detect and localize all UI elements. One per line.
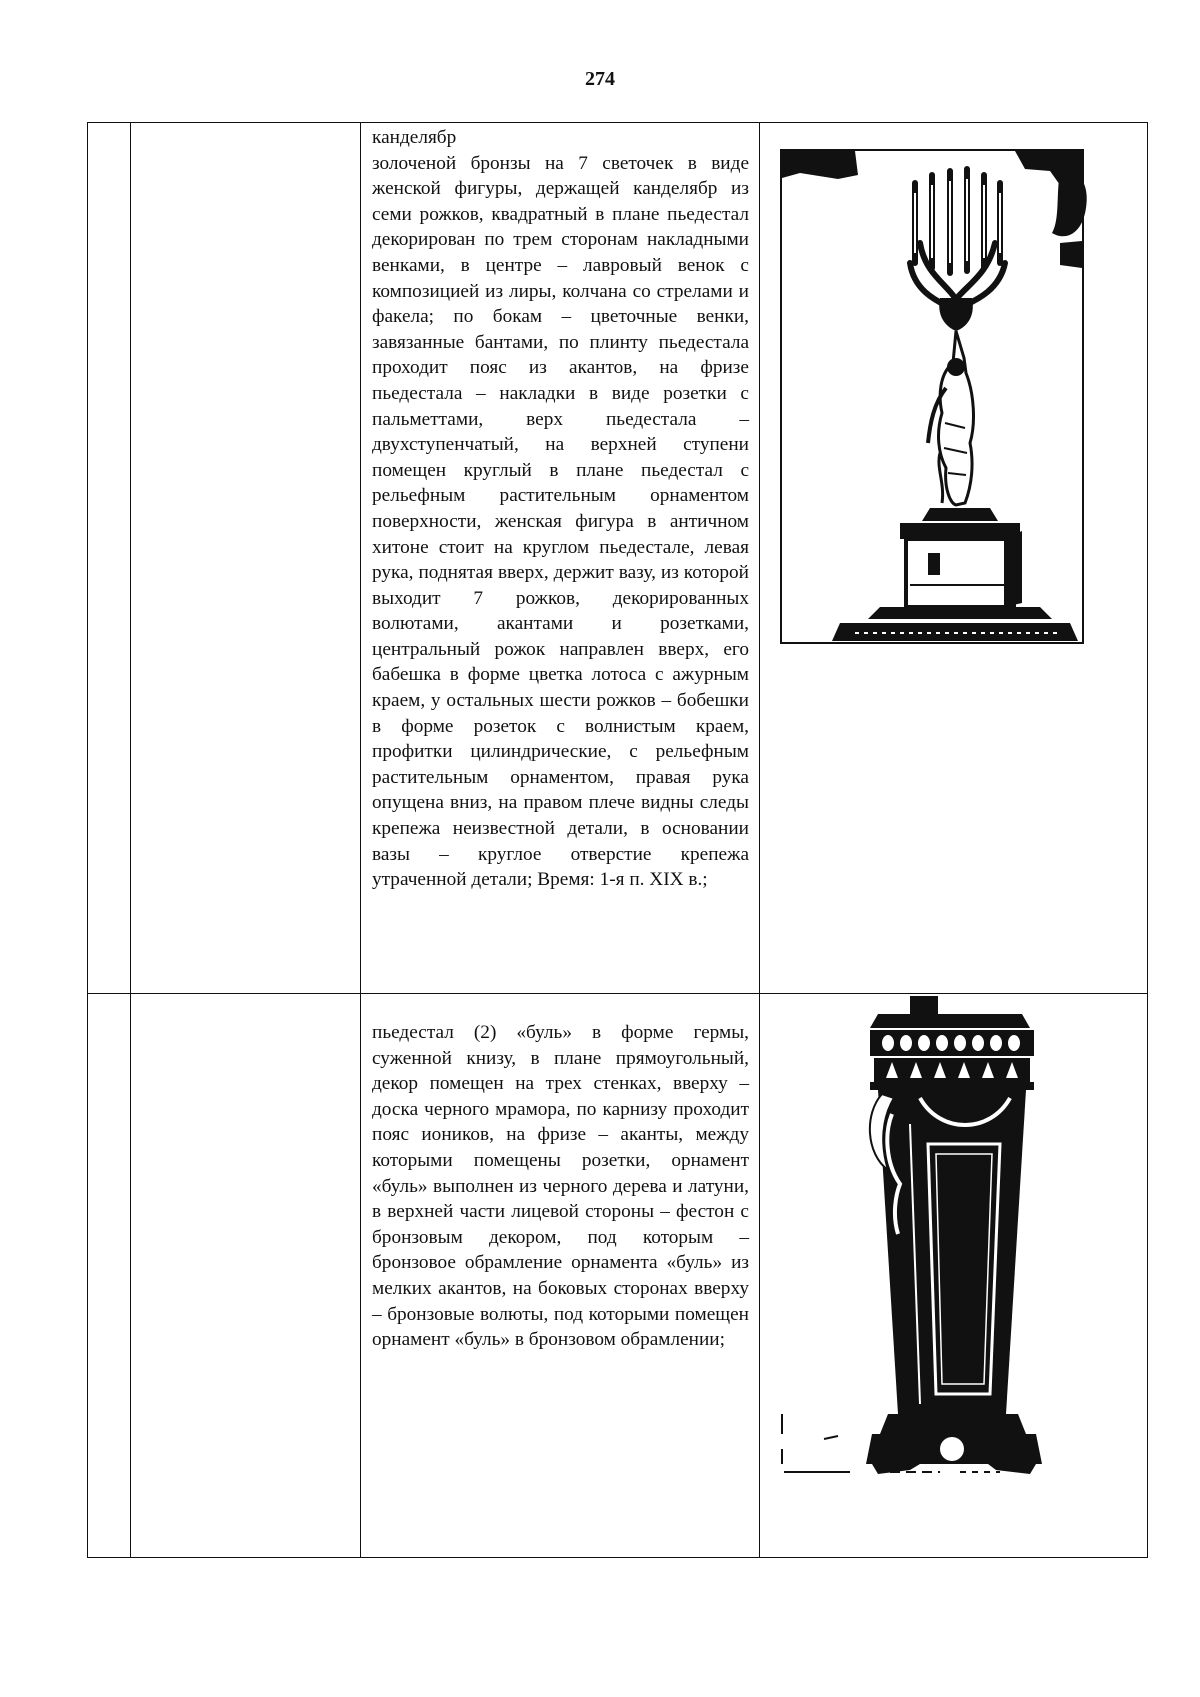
image-cell xyxy=(760,123,1148,994)
pedestal-photo xyxy=(760,994,1147,1514)
name-cell xyxy=(131,123,361,994)
number-cell xyxy=(88,123,131,994)
entry-description: золоченой бронзы на 7 светочек в виде женской фигуры, держащей канделябр из семи рожков, квадратный в плане пьедестал декорирован по трем сторонам накладными венками, в центре – лавровый венок с композицией из лиры, колчана со стрелами и факела; по бокам – цветочные венки, завязанные бантами, по плинту пьедестала проходит пояс из акантов, на фризе пьедестала – накладки в виде розетки с пальметтами, верх пьедестала – двухступенчатый, на верхней ступени помещен круглый в плане пьедестал с рельефным растительным орнаментом поверхности, женская фигура в античном хитоне стоит на круглом пьедестале, левая рука, поднятая вверх, держит вазу, из которой выходит 7 рожков, декорированных волютами, акантами и розетками, центральный рожок направлен вверх, его бабешка в форме цветка лотоса с ажурным краем, у остальных шести рожков – бобешки в форме розеток с волнистым краем, профитки цилиндрические, с рельефным растительным орнаментом, правая рука опущена вниз, на правом плече видны следы крепежа неизвестной детали, в основании вазы – круглое отверстие крепежа утраченной детали; Время: 1-я п. XIX в.; xyxy=(372,152,749,891)
page-number: 274 xyxy=(585,68,615,90)
catalog-table xyxy=(87,122,1148,1558)
name-cell xyxy=(131,994,361,1558)
description-cell xyxy=(361,994,760,1558)
image-cell xyxy=(760,994,1148,1558)
candelabrum-photo xyxy=(760,123,1147,653)
table-row xyxy=(88,123,1148,994)
entry-title: канделябр xyxy=(372,127,457,148)
table-row xyxy=(88,994,1148,1558)
description-cell xyxy=(361,123,760,994)
entry-description: пьедестал (2) «буль» в форме гермы, суженной книзу, в плане прямоугольный, декор помещен на трех стенках, вверху – доска черного мрамора, по карнизу проходит пояс иоников, на фризе – аканты, между которыми помещены розетки, орнамент «буль» выполнен из черного дерева и латуни, в верхней части лицевой стороны – фестон с бронзовым декором, под которым – бронзовое обрамление орнамента «буль» из мелких акантов, на боковых сторонах вверху – бронзовые волюты, под которыми помещен орнамент «буль» в бронзовом обрамлении; xyxy=(372,1022,749,1351)
number-cell xyxy=(88,994,131,1558)
